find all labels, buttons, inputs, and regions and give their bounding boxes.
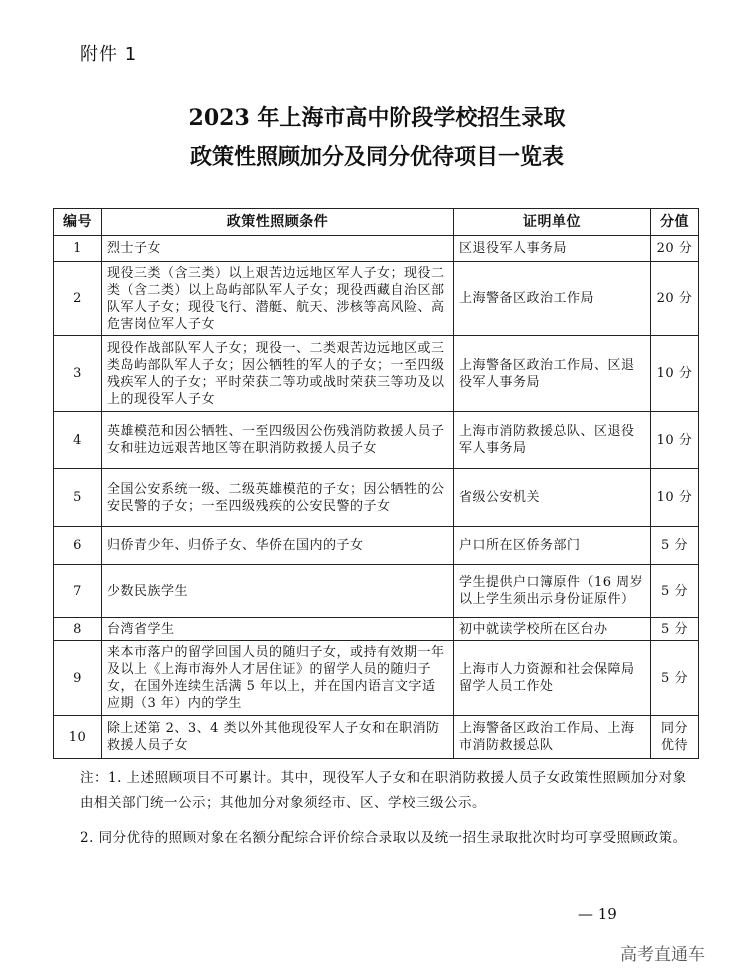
row-score: 10 分 <box>651 412 699 469</box>
table-row <box>54 716 699 759</box>
attachment-label: 附件 1 <box>80 44 138 65</box>
row-condition: 少数民族学生 <box>102 565 454 618</box>
row-condition: 来本市落户的留学回国人员的随归子女，或持有效期一年及以上《上海市海外人才居住证》的留学人员的随归子女，在国外连续生活满 5 年以上，并在国内语言文字适应期（3 年）内的学生 <box>102 641 454 716</box>
row-score: 5 分 <box>651 565 699 618</box>
watermark: 高考直通车 <box>620 945 705 965</box>
document-title-line-2: 政策性照顾加分及同分优待项目一览表 <box>189 144 564 170</box>
row-condition: 归侨青少年、归侨子女、华侨在国内的子女 <box>102 527 454 565</box>
note-1: 注：1. 上述照顾项目不可累计。其中，现役军人子女和在职消防救援人员子女政策性照顾加分对象由相关部门统一公示；其他加分对象须经市、区、学校三级公示。 <box>80 770 687 811</box>
policy-table <box>53 208 699 759</box>
row-condition: 烈士子女 <box>102 236 454 262</box>
table-row <box>54 641 699 716</box>
table-row <box>54 527 699 565</box>
row-number: 8 <box>54 618 102 641</box>
row-condition: 除上述第 2、3、4 类以外其他现役军人子女和在职消防救援人员子女 <box>102 716 454 759</box>
table-row <box>54 336 699 412</box>
row-unit: 上海市人力资源和社会保障局留学人员工作处 <box>454 641 651 716</box>
row-condition: 英雄模范和因公牺牲、一至四级因公伤残消防救援人员子女和驻边远艰苦地区等在职消防救援人员子女 <box>102 412 454 469</box>
table-row <box>54 565 699 618</box>
row-score: 5 分 <box>651 618 699 641</box>
table-row <box>54 262 699 336</box>
header-unit: 证明单位 <box>454 209 651 236</box>
row-unit: 上海警备区政治工作局、上海市消防救援总队 <box>454 716 651 759</box>
row-number: 7 <box>54 565 102 618</box>
row-condition: 台湾省学生 <box>102 618 454 641</box>
note-2: 2. 同分优待的照顾对象在名额分配综合评价综合录取以及统一招生录取批次时均可享受照顾政策。 <box>80 830 687 846</box>
table-header-row <box>54 209 699 236</box>
table-row <box>54 618 699 641</box>
row-unit: 上海警备区政治工作局 <box>454 262 651 336</box>
header-condition: 政策性照顾条件 <box>102 209 454 236</box>
table-row <box>54 469 699 527</box>
row-score: 20 分 <box>651 236 699 262</box>
row-unit: 上海市消防救援总队、区退役军人事务局 <box>454 412 651 469</box>
page-number: — 19 <box>578 905 617 923</box>
row-condition: 现役作战部队军人子女；现役一、二类艰苦边远地区或三类岛屿部队军人子女；因公牺牲的军人的子女；一至四级残疾军人的子女；平时荣获二等功或战时荣获三等功及以上的现役军人子女 <box>102 336 454 412</box>
row-unit: 户口所在区侨务部门 <box>454 527 651 565</box>
row-number: 5 <box>54 469 102 527</box>
row-score: 5 分 <box>651 527 699 565</box>
table-row <box>54 236 699 262</box>
row-number: 2 <box>54 262 102 336</box>
row-number: 1 <box>54 236 102 262</box>
row-unit: 初中就读学校所在区台办 <box>454 618 651 641</box>
table-row <box>54 412 699 469</box>
row-score: 5 分 <box>651 641 699 716</box>
row-score: 20 分 <box>651 262 699 336</box>
row-number: 4 <box>54 412 102 469</box>
row-unit: 区退役军人事务局 <box>454 236 651 262</box>
row-number: 9 <box>54 641 102 716</box>
row-number: 10 <box>54 716 102 759</box>
header-number: 编号 <box>54 209 102 236</box>
row-condition: 全国公安系统一级、二级英雄模范的子女；因公牺牲的公安民警的子女；一至四级残疾的公安民警的子女 <box>102 469 454 527</box>
row-unit: 上海警备区政治工作局、区退役军人事务局 <box>454 336 651 412</box>
row-score: 同分优待 <box>651 716 699 759</box>
row-score: 10 分 <box>651 336 699 412</box>
row-condition: 现役三类（含三类）以上艰苦边远地区军人子女；现役二类（含二类）以上岛屿部队军人子女；现役西藏自治区部队军人子女；现役飞行、潜艇、航天、涉核等高风险、高危害岗位军人子女 <box>102 262 454 336</box>
header-score: 分值 <box>651 209 699 236</box>
row-unit: 学生提供户口簿原件（16 周岁以上学生须出示身份证原件） <box>454 565 651 618</box>
document-title-line-1: 2023 年上海市高中阶段学校招生录取 <box>188 105 566 131</box>
row-unit: 省级公安机关 <box>454 469 651 527</box>
row-number: 3 <box>54 336 102 412</box>
row-score: 10 分 <box>651 469 699 527</box>
row-number: 6 <box>54 527 102 565</box>
